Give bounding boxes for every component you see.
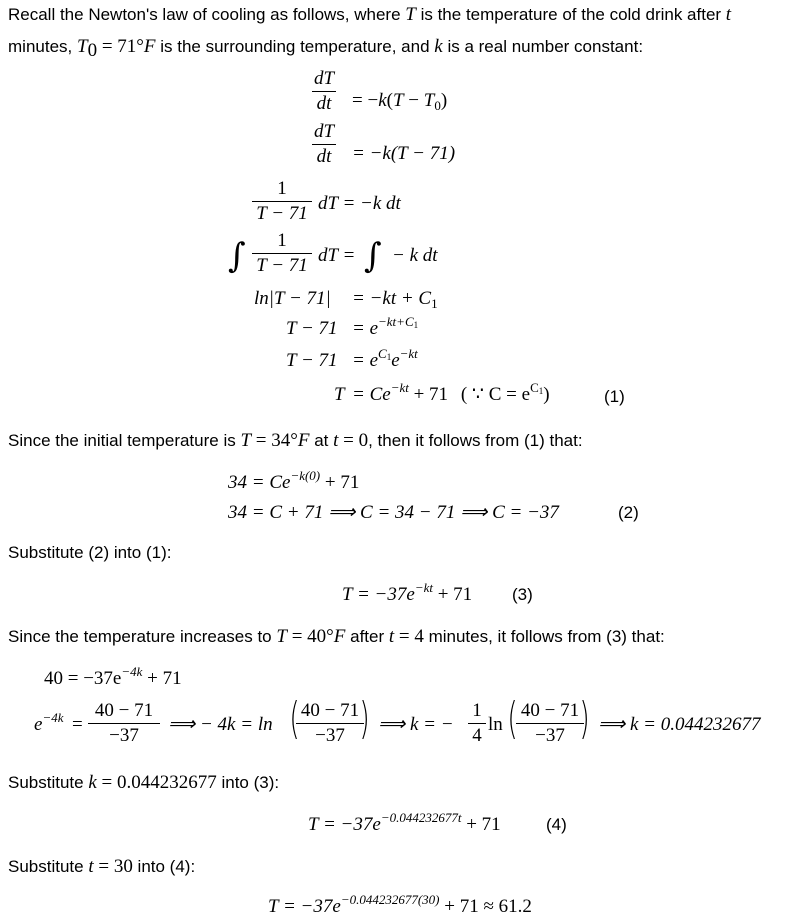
- fraction-dT-dt: dT dt: [314, 68, 335, 114]
- equation-rhs: = $-kt + C_1$: [352, 288, 438, 311]
- equation-rhs: − k dt: [392, 245, 438, 266]
- equation-rhs: = $e^{C_1}e^{-kt}$: [352, 346, 418, 371]
- unit-F: F: [143, 36, 156, 57]
- equation-rhs: = $e^{-kt+C_1}$: [352, 314, 419, 339]
- fraction-1-over-T-71: 1 T − 71: [252, 178, 312, 225]
- equation-tag: (4): [546, 815, 567, 834]
- var-k: k: [434, 36, 443, 57]
- right-paren: ): [359, 693, 370, 744]
- equation-tag: (1): [604, 387, 625, 406]
- implication-step: ⟹ − 4k = ln: [168, 714, 273, 735]
- increase-text: Since the temperature increases to T = 40°F after t = 4 minutes, it follows from (3) that:: [8, 626, 665, 647]
- integral-sign: ∫: [228, 236, 246, 276]
- equation-tag: (2): [618, 503, 639, 522]
- final-equation: $T = -37e^{-0.044232677(30)} + 71 \approx 61.2$: [268, 892, 532, 917]
- equation-lhs: T: [334, 384, 345, 405]
- intro-text: is the surrounding temperature, and: [155, 37, 435, 56]
- substitute-text: Substitute (2) into (1):: [8, 543, 172, 562]
- equation-initial-2: 34 = C + 71 ⟹ C = 34 − 71 ⟹ C = −37: [228, 502, 559, 523]
- equation-lhs: $e^{-4k}$: [34, 710, 64, 735]
- implication-step: ⟹ k = −: [378, 714, 454, 735]
- equation-3: $T = -37e^{-kt} + 71$: [342, 580, 473, 605]
- equation-rhs: = −k(T − 71): [352, 143, 456, 164]
- var-t: t: [725, 4, 732, 25]
- equation-tag: (3): [512, 585, 533, 604]
- substitute-t-text: Substitute t = 30 into (4):: [8, 856, 196, 877]
- equation-rhs: = $-k(T - T_0)$: [352, 90, 448, 113]
- initial-text: Since the initial temperature is T = 34°F at t = 0, then it follows from (1) that:: [8, 430, 583, 451]
- equals: =: [72, 714, 83, 735]
- fraction-40-71-over-minus37: 40 − 71 −37: [516, 700, 584, 747]
- substitute-k-text: Substitute k = 0.044232677 into (3):: [8, 772, 280, 793]
- fraction-1-over-T-71: 1 T − 71: [252, 230, 312, 277]
- fraction-40-71-over-minus37: 40 − 71 −37: [88, 700, 160, 747]
- equation-initial-1: $34 = Ce^{-k(0)} + 71$: [228, 468, 360, 493]
- integral-sign: ∫: [364, 236, 382, 276]
- ln: ln: [488, 714, 503, 735]
- var-T: T: [76, 36, 88, 57]
- equation-increase-1: $40 = -37e^{-4k} + 71$: [44, 664, 182, 689]
- equation-lhs: T − 71: [286, 318, 338, 339]
- value: = 71°: [97, 36, 144, 57]
- equation-rhs: dT = −k dt: [318, 193, 401, 214]
- fraction-dT-dt: dT dt: [314, 121, 335, 167]
- intro-text: minutes,: [8, 37, 77, 56]
- k-result: ⟹ k = 0.044232677: [598, 714, 761, 735]
- intro-line-1: [8, 4, 731, 26]
- left-paren: (: [289, 693, 300, 744]
- fraction-40-71-over-minus37: 40 − 71 −37: [296, 700, 364, 747]
- equation-4: $T = -37e^{-0.044232677t} + 71$: [308, 810, 501, 835]
- left-paren: (: [507, 693, 518, 744]
- var-T: T: [405, 4, 416, 25]
- equation-middle: dT =: [318, 245, 356, 266]
- equation-lhs: T − 71: [286, 350, 338, 371]
- subscript: 0: [87, 40, 98, 61]
- intro-line-2: [8, 36, 644, 61]
- because-note: ( ∵ C = e: [460, 384, 531, 405]
- equation-rhs: = $Ce^{-kt} + 71$ ( ∵ $C = e^{C_1}$): [352, 380, 550, 405]
- equation-lhs: ln|T − 71|: [254, 288, 331, 309]
- fraction-1-over-4: 1 4: [468, 700, 486, 747]
- intro-text: is a real number constant:: [442, 37, 644, 56]
- intro-text: is the temperature of the cold drink after: [415, 5, 726, 24]
- intro-text: Recall the Newton's law of cooling as follows, where: [8, 5, 406, 24]
- right-paren: ): [579, 693, 590, 744]
